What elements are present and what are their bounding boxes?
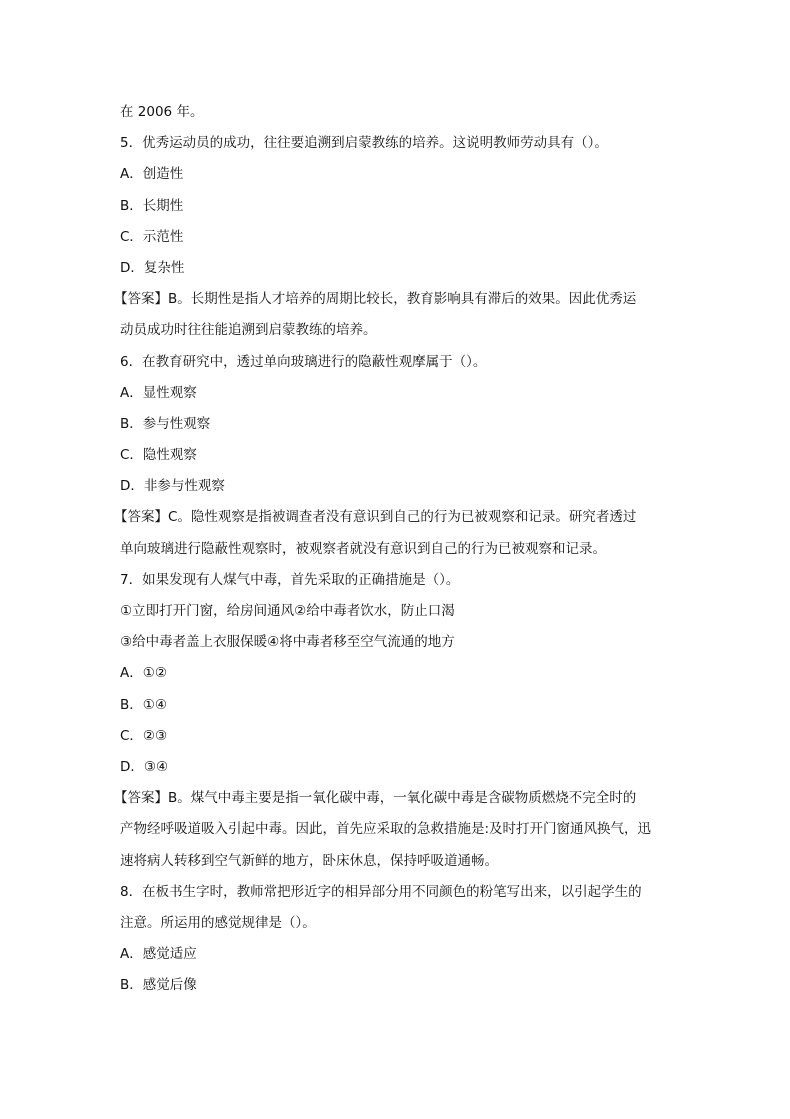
option-line: D．非参与性观察 xyxy=(120,478,225,495)
question-line: 6．在教育研究中，透过单向玻璃进行的隐蔽性观摩属于（）。 xyxy=(120,353,487,370)
question-line: 5．优秀运动员的成功，往往要追溯到启蒙教练的培养。这说明教师劳动具有（）。 xyxy=(120,135,608,152)
question-line: 8．在板书生字时，教师常把形近字的相异部分用不同颜色的粉笔写出来，以引起学生的 xyxy=(120,883,642,900)
option-line: A．①② xyxy=(120,665,167,682)
option-line: D．复杂性 xyxy=(120,259,185,276)
text-line: 注意。所运用的感觉规律是（）。 xyxy=(120,914,316,931)
text-line: 产物经呼吸道吸入引起中毒。因此，首先应采取的急救措施是:及时打开门窗通风换气，迅 xyxy=(120,821,652,838)
answer-line: 【答案】B。煤气中毒主要是指一氧化碳中毒，一氧化碳中毒是含碳物质燃烧不完全时的 xyxy=(114,790,637,807)
option-line: C．示范性 xyxy=(120,228,184,245)
question-line: 7．如果发现有人煤气中毒，首先采取的正确措施是（）。 xyxy=(120,571,460,588)
answer-line: 【答案】C。隐性观察是指被调查者没有意识到自己的行为已被观察和记录。研究者透过 xyxy=(114,509,637,526)
text-line: ①立即打开门窗，给房间通风②给中毒者饮水，防止口渴 xyxy=(120,603,455,619)
option-line: B．①④ xyxy=(120,696,167,713)
option-line: B．长期性 xyxy=(120,197,184,214)
option-line: C．隐性观察 xyxy=(120,447,197,464)
text-line: ③给中毒者盖上衣服保暖④将中毒者移至空气流通的地方 xyxy=(120,634,455,651)
option-line: C．②③ xyxy=(120,727,168,744)
option-line: A．感觉适应 xyxy=(120,946,197,963)
option-line: B．参与性观察 xyxy=(120,415,211,432)
text-line: 动员成功时往往能追溯到启蒙教练的培养。 xyxy=(120,322,377,339)
option-line: A．创造性 xyxy=(120,166,184,183)
answer-line: 【答案】B。长期性是指人才培养的周期比较长，教育影响具有滞后的效果。因此优秀运 xyxy=(114,291,637,308)
text-line: 单向玻璃进行隐蔽性观察时，被观察者就没有意识到自己的行为已被观察和记录。 xyxy=(120,540,606,557)
text-line: 在 2006 年。 xyxy=(120,104,204,120)
option-line: B．感觉后像 xyxy=(120,977,197,994)
option-line: D．③④ xyxy=(120,758,169,775)
document-page xyxy=(114,97,680,1001)
option-line: A．显性观察 xyxy=(120,384,197,401)
text-line: 速将病人转移到空气新鲜的地方，卧床休息，保持呼吸道通畅。 xyxy=(120,852,498,869)
